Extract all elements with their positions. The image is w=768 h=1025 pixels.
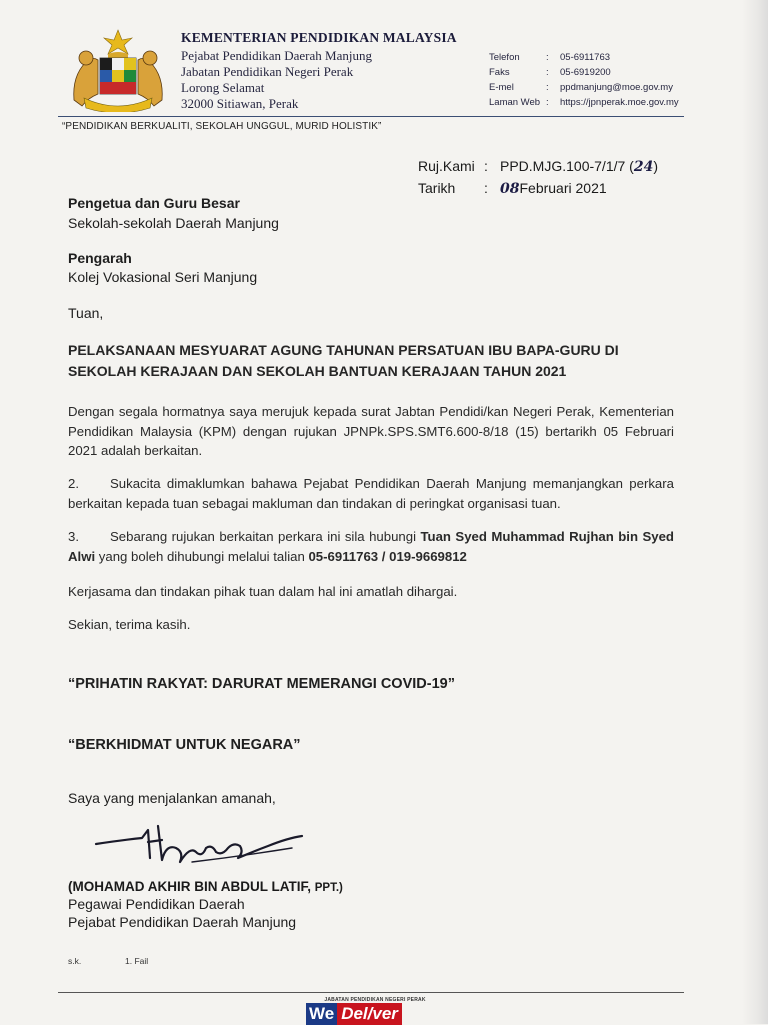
- scan-edge: [742, 0, 768, 1024]
- signatory-office: Pejabat Pendidikan Daerah Manjung: [68, 914, 297, 930]
- contact-block: [489, 50, 679, 110]
- address-line: Pejabat Pendidikan Daerah Manjung: [181, 48, 372, 63]
- contact-label: Telefon: [489, 52, 520, 63]
- paragraph-2: [68, 474, 674, 513]
- paragraph-3-text-b: yang boleh dihubungi melalui talian: [95, 548, 309, 564]
- paragraph-4: Kerjasama dan tindakan pihak tuan dalam hal ini amatlah dihargai.: [68, 584, 458, 599]
- logo-deliver: Del/ver: [337, 1003, 402, 1025]
- contact-row-faks: [489, 65, 679, 80]
- contact-value: 05-6911763: [560, 52, 611, 63]
- contact-separator: :: [546, 97, 549, 108]
- date-separator: :: [484, 180, 488, 196]
- contact-value: 05-6919200: [560, 67, 611, 78]
- paragraph-3: [68, 527, 674, 566]
- contact-separator: :: [546, 52, 549, 63]
- contact-value: ppdmanjung@moe.gov.my: [560, 82, 673, 93]
- paragraph-2-text: Sukacita dimaklumkan bahawa Pejabat Pendidikan Daerah Manjung memanjangkan perkara berkaitan kepada tuan sebagai makluman dan tindakan di peringkat organisasi tuan.: [68, 476, 674, 511]
- subject-heading: PELAKSANAAN MESYUARAT AGUNG TAHUNAN PERSATUAN IBU BAPA-GURU DI SEKOLAH KERAJAAN DAN SEKOLAH BANTUAN KERAJAAN TAHUN 2021: [68, 342, 619, 379]
- slogan-covid: “PRIHATIN RAKYAT: DARURAT MEMERANGI COVID-19”: [68, 676, 455, 692]
- ministry-name: KEMENTERIAN PENDIDIKAN MALAYSIA: [181, 30, 457, 45]
- signature-icon: [92, 818, 312, 874]
- reference-close: ): [653, 158, 658, 174]
- paragraph-number: 3.: [68, 529, 79, 544]
- malaysia-coat-of-arms-icon: [64, 28, 172, 112]
- paragraph-5: Sekian, terima kasih.: [68, 617, 191, 632]
- closing-phrase: Saya yang menjalankan amanah,: [68, 790, 276, 806]
- contact-label: Laman Web: [489, 97, 541, 108]
- recipient-2-org: Kolej Vokasional Seri Manjung: [68, 269, 258, 285]
- recipient-2-title: Pengarah: [68, 250, 132, 266]
- contact-label: E-mel: [489, 82, 514, 93]
- paragraph-number: 2.: [68, 476, 79, 491]
- signatory-name-text: (MOHAMAD AKHIR BIN ABDUL LATIF,: [68, 879, 315, 894]
- handwritten-number: 24: [633, 159, 654, 175]
- salutation: Tuan,: [68, 305, 104, 321]
- footer-rule: [58, 992, 684, 993]
- contact-row-email: [489, 80, 679, 95]
- signatory-suffix: PPT.): [314, 882, 343, 894]
- cc-label: s.k.: [68, 956, 82, 966]
- footer-department: JABATAN PENDIDIKAN NEGERI PERAK: [324, 997, 426, 1003]
- we-deliver-logo: [306, 1003, 442, 1025]
- handwritten-day: 08: [500, 181, 520, 197]
- date-label: Tarikh: [418, 180, 456, 196]
- contact-label: Faks: [489, 67, 510, 78]
- logo-we: We: [306, 1003, 337, 1025]
- motto: “PENDIDIKAN BERKUALITI, SEKOLAH UNGGUL, MURID HOLISTIK”: [62, 121, 382, 132]
- address-line: 32000 Sitiawan, Perak: [181, 96, 299, 111]
- office-address: [181, 48, 372, 112]
- contact-phone: 05-6911763 / 019-9669812: [308, 548, 467, 564]
- reference-row: [418, 156, 658, 178]
- contact-separator: :: [546, 67, 549, 78]
- reference-separator: :: [484, 158, 488, 174]
- contact-person-name: Tuan Syed Muhammad Rujhan bin Syed Alwi: [68, 529, 674, 564]
- paragraph-3-text-a: Sebarang rujukan berkaitan perkara ini sila hubungi: [110, 529, 421, 544]
- reference-label: Ruj.Kami: [418, 158, 475, 174]
- address-line: Jabatan Pendidikan Negeri Perak: [181, 64, 354, 79]
- slogan-berkhidmat: “BERKHIDMAT UNTUK NEGARA”: [68, 737, 301, 753]
- cc-item: 1. Fail: [125, 956, 149, 966]
- letterhead-rule: [58, 116, 684, 117]
- contact-value: https://jpnperak.moe.gov.my: [560, 97, 679, 108]
- reference-number: PPD.MJG.100-7/1/7 (: [500, 158, 634, 174]
- contact-row-telefon: [489, 50, 679, 65]
- signatory-name: [68, 879, 343, 894]
- contact-row-website: [489, 95, 679, 110]
- date-value: [500, 178, 607, 200]
- contact-separator: :: [546, 82, 549, 93]
- signatory-position: Pegawai Pendidikan Daerah: [68, 896, 245, 912]
- date-month-year: Februari 2021: [519, 180, 607, 196]
- reference-block: [418, 156, 658, 200]
- recipient-1-org: Sekolah-sekolah Daerah Manjung: [68, 215, 279, 231]
- recipient-1-title: Pengetua dan Guru Besar: [68, 195, 240, 211]
- paragraph-1: Dengan segala hormatnya saya merujuk kepada surat Jabtan Pendidi/kan Negeri Perak, Kementerian Pendidikan Malaysia (KPM) dengan rujukan JPNPk.SPS.SMT6.600-8/18 (15) bertarikh 05 Februari 2021 adalah berkaitan.: [68, 404, 674, 458]
- reference-value: [500, 156, 658, 178]
- address-line: Lorong Selamat: [181, 80, 265, 95]
- date-row: [418, 178, 658, 200]
